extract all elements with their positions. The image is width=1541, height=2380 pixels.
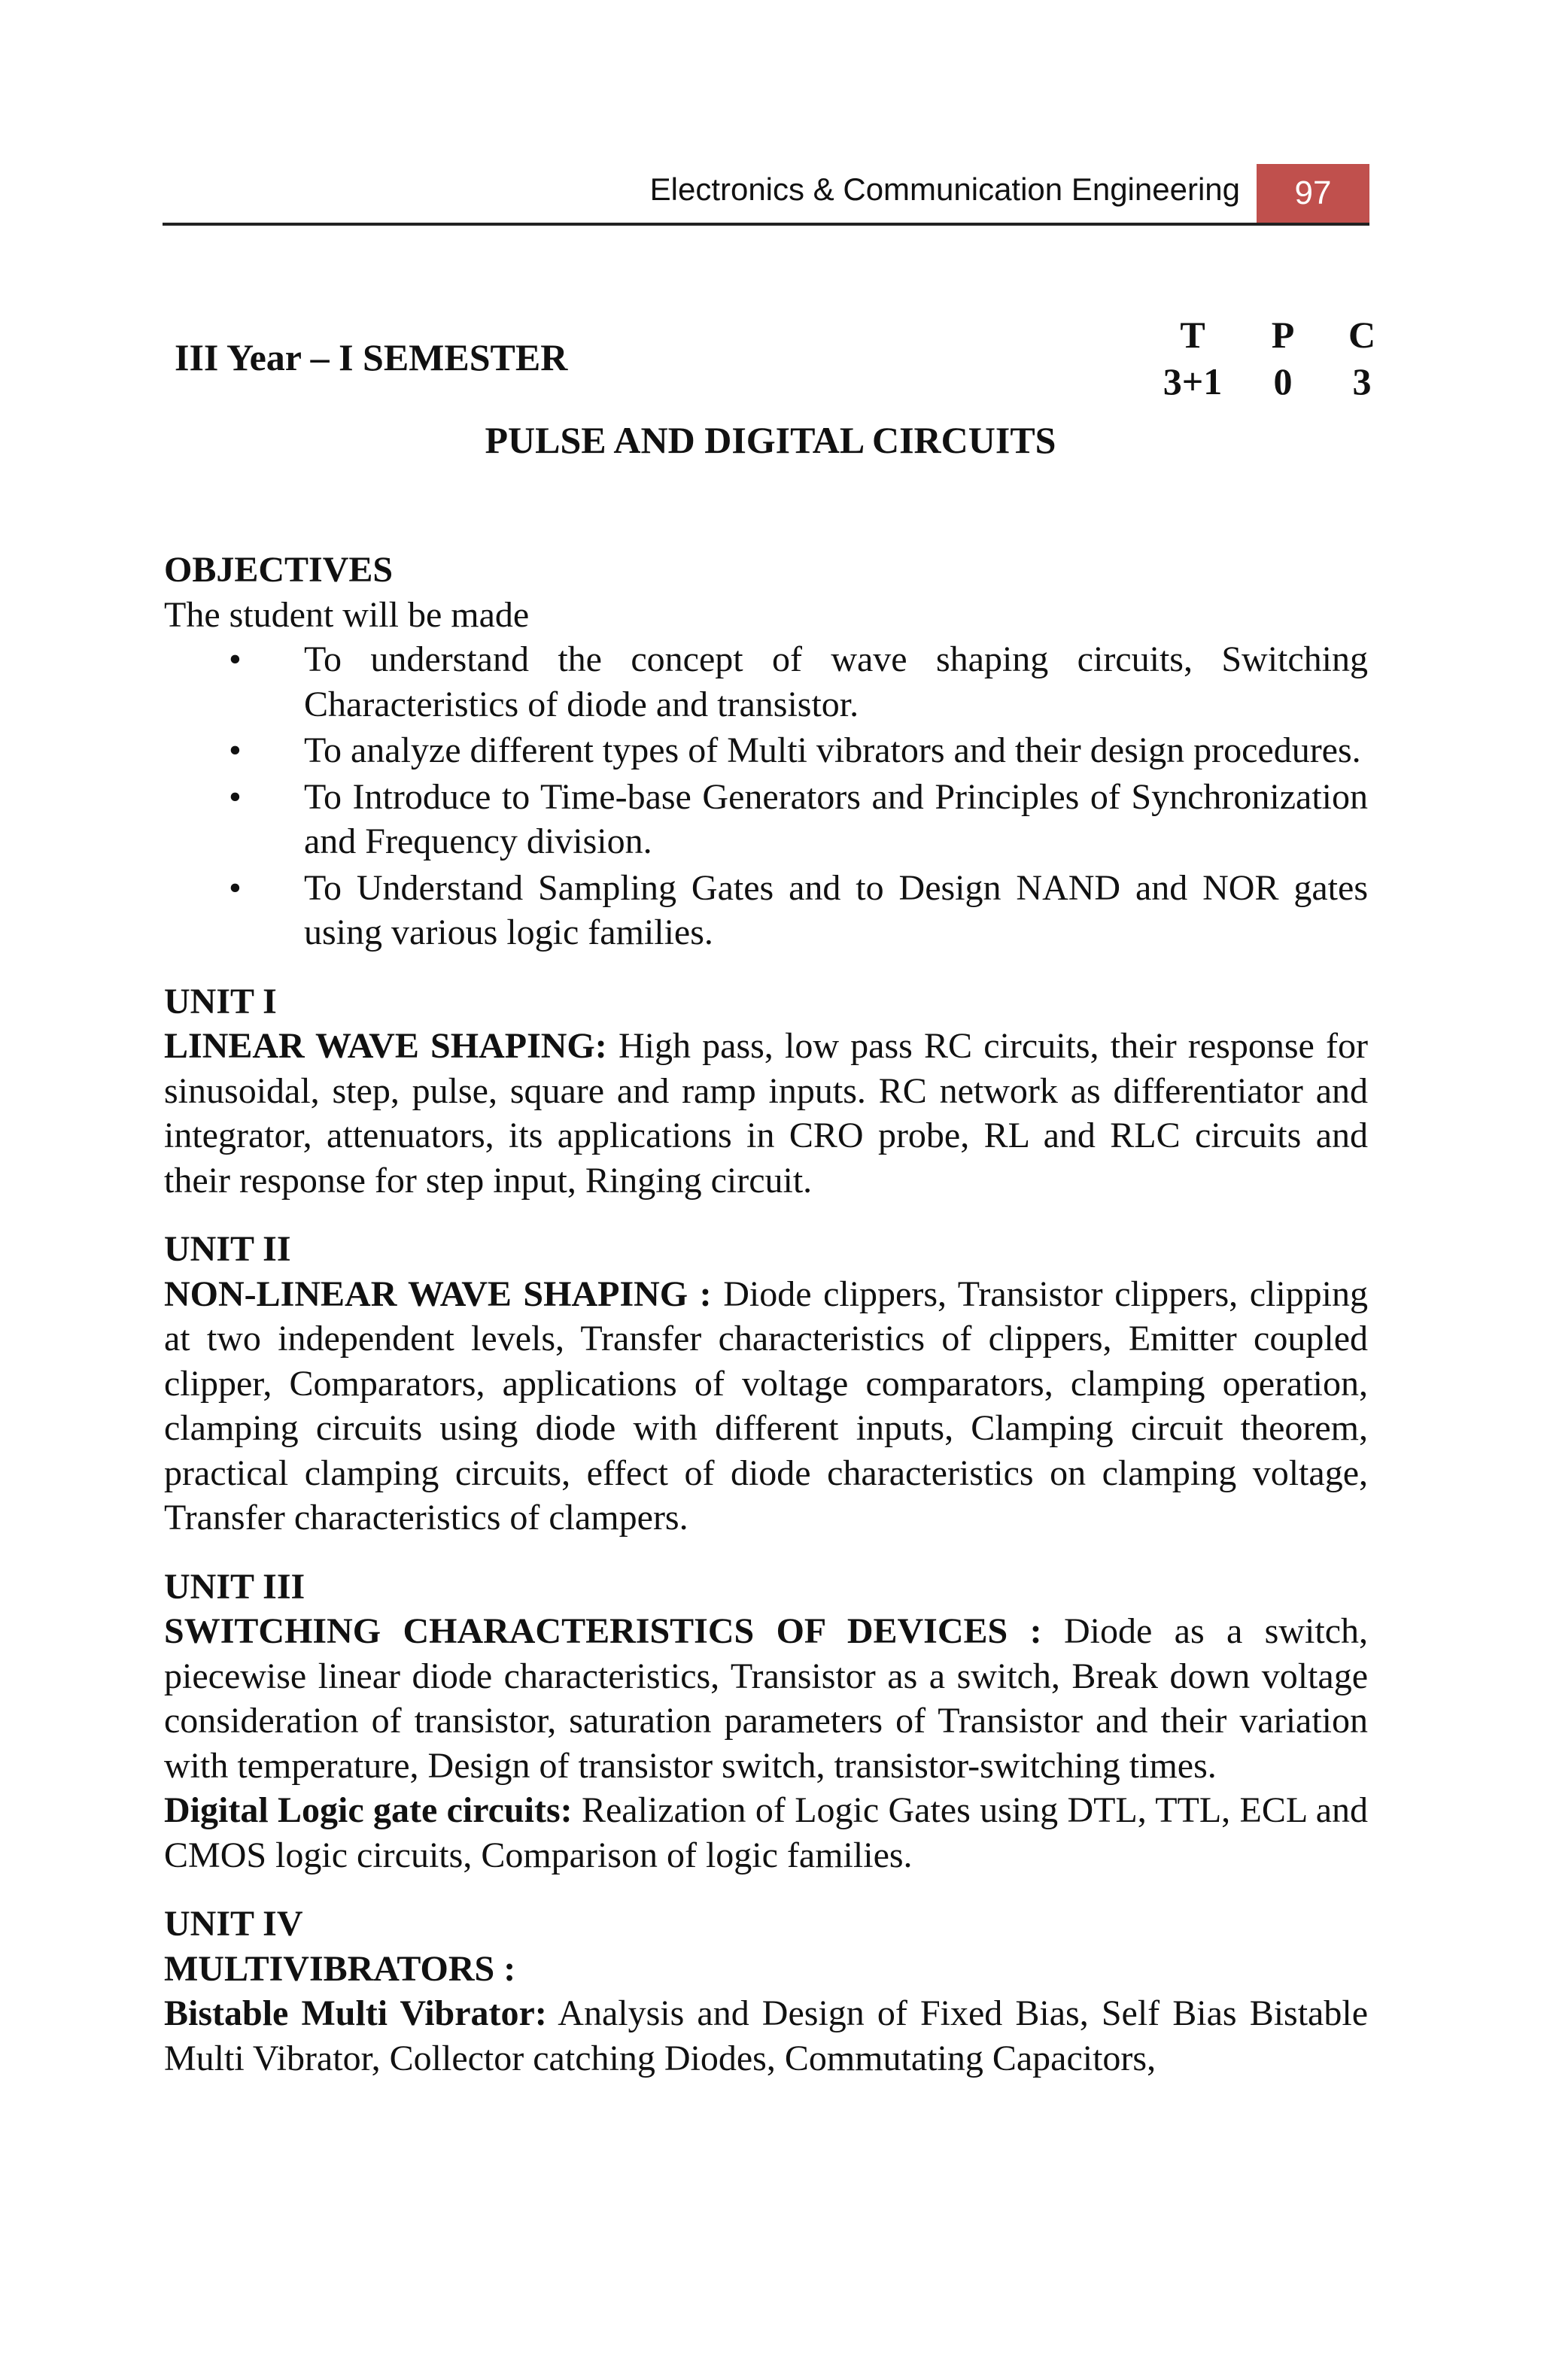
- header-title: Electronics & Communication Engineering: [649, 172, 1240, 207]
- list-item: [229, 775, 1368, 864]
- topic-lead: NON-LINEAR WAVE SHAPING :: [164, 1273, 712, 1314]
- objectives-intro: The student will be made: [164, 594, 530, 635]
- bullet-icon: •: [229, 730, 242, 770]
- objective-text: To Understand Sampling Gates and to Design NAND and NOR gates using various logic families.: [304, 867, 1368, 952]
- topic-text: High pass, low pass RC circuits, their response for sinusoidal, step, pulse, square and ramp inputs. RC network as differentiator and integrator, attenuators, its applications in CRO probe, RL and RLC circuits and their response for step input, Ringing circuit.: [164, 1026, 1368, 1201]
- credits-table: [1144, 311, 1400, 405]
- unit-paragraph: [164, 1788, 1368, 1878]
- credits-header-p: P: [1271, 314, 1295, 356]
- unit-title: UNIT II: [164, 1229, 291, 1269]
- credits-value-row: [1144, 358, 1400, 405]
- unit-2: [164, 1227, 1368, 1541]
- unit-3: [164, 1565, 1368, 1878]
- topic-lead: SWITCHING CHARACTERISTICS OF DEVICES :: [164, 1611, 1042, 1651]
- topic-lead: Digital Logic gate circuits:: [164, 1790, 573, 1830]
- unit-title: UNIT IV: [164, 1904, 303, 1944]
- unit-1: [164, 979, 1368, 1204]
- topic-lead: Bistable Multi Vibrator:: [164, 1993, 547, 2033]
- objective-text: To Introduce to Time-base Generators and Principles of Synchronization and Frequency division.: [304, 776, 1368, 861]
- unit-title: UNIT III: [164, 1566, 305, 1607]
- page-number-badge: 97: [1257, 164, 1369, 223]
- unit-title: UNIT I: [164, 981, 277, 1022]
- credits-header-row: [1144, 311, 1400, 358]
- course-title: PULSE AND DIGITAL CIRCUITS: [485, 419, 1056, 461]
- topic-text: Realization of Logic Gates using DTL, TTL, ECL and CMOS logic circuits, Comparison of logic families.: [164, 1790, 1369, 1875]
- semester-label: III Year – I SEMESTER: [175, 336, 568, 378]
- objectives-heading: OBJECTIVES: [164, 550, 394, 590]
- objective-text: To understand the concept of wave shaping circuits, Switching Characteristics of diode and transistor.: [304, 639, 1368, 724]
- page-header: [163, 159, 1369, 226]
- list-item: [229, 637, 1368, 727]
- list-item: [229, 728, 1368, 773]
- topic-text: Diode as a switch, piecewise linear diode characteristics, Transistor as a switch, Break down voltage consideration of transistor, saturation parameters of Transistor and their variation with temperature, Design of transistor switch, transistor-switching times.: [164, 1611, 1368, 1786]
- objectives-list: [164, 637, 1368, 955]
- bullet-icon: •: [229, 639, 242, 679]
- unit-paragraph: [164, 1609, 1368, 1788]
- bullet-icon: •: [229, 776, 242, 817]
- list-item: [229, 866, 1368, 955]
- unit-4: [164, 1902, 1368, 2081]
- objective-text: To analyze different types of Multi vibrators and their design procedures.: [304, 730, 1361, 770]
- topic-text: Diode clippers, Transistor clippers, clipping at two independent levels, Transfer characteristics of clippers, Emitter coupled clipper, Comparators, applications of voltage comparators, clamping operation, clamping circuits using diode with different inputs, Clamping circuit theorem, practical clamping circuits, effect of diode characteristics on clamping voltage, Transfer characteristics of clampers.: [164, 1273, 1369, 1538]
- unit-subtitle: MULTIVIBRATORS :: [164, 1948, 516, 1989]
- syllabus-content: [164, 548, 1368, 2081]
- topic-text: Analysis and Design of Fixed Bias, Self Bias Bistable Multi Vibrator, Collector catching Diodes, Commutating Capacitors,: [164, 1993, 1369, 2078]
- bullet-icon: •: [229, 867, 242, 908]
- credits-value-p: 0: [1273, 360, 1293, 402]
- unit-paragraph: [164, 1991, 1368, 2081]
- credits-value-t: 3+1: [1163, 360, 1223, 402]
- unit-paragraph: [164, 1024, 1368, 1203]
- credits-value-c: 3: [1352, 360, 1372, 402]
- unit-paragraph: [164, 1272, 1368, 1541]
- topic-lead: LINEAR WAVE SHAPING:: [164, 1026, 607, 1066]
- credits-header-t: T: [1180, 314, 1205, 356]
- credits-header-c: C: [1348, 314, 1376, 356]
